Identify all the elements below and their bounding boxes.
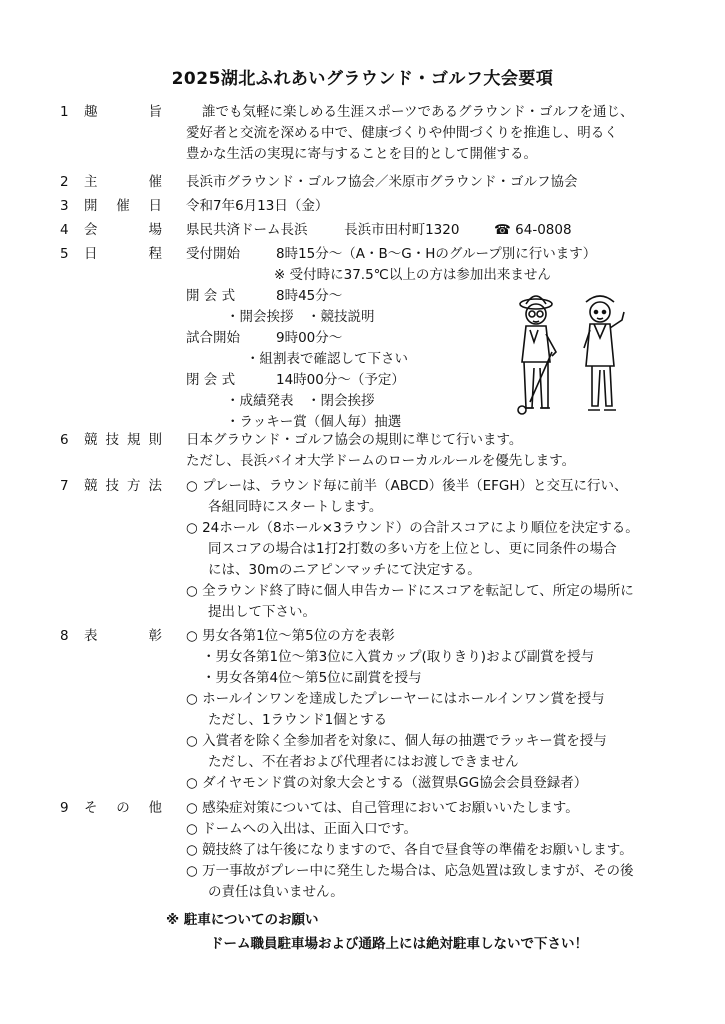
section-number: 6 [60,432,69,448]
awards-line: ・男女各第1位～第3位に入賞カップ(取りきり)および副賞を授与 [202,649,595,665]
parking-notice-heading: ※ 駐車についてのお願い [166,912,319,928]
schedule-detail: ・開会挨拶 ・競技説明 [226,309,375,325]
section-body [186,798,706,903]
schedule-label: 開 会 式 [186,288,236,304]
two-golfers-icon [508,290,638,420]
section-body [186,476,706,623]
rules-line: 日本グラウンド・ゴルフ協会の規則に準じて行います。 [186,432,523,448]
schedule-detail: ・ラッキー賞（個人毎）抽選 [226,414,402,430]
section-body [186,172,706,193]
section-heading: そ の 他 [84,800,162,816]
schedule-time: 8時15分～（A・B～G・Hのグループ別に行います） [276,246,597,262]
section-heading: 競 技 方 法 [84,478,162,494]
venue-phone: ☎ 64-0808 [494,222,572,238]
purpose-line: 豊かな生活の実現に寄与することを目的として開催する。 [186,146,537,162]
section-number: 8 [60,628,69,644]
venue-address: 長浜市田村町1320 [344,222,460,238]
venue-name: 県民共済ドーム長浜 [186,222,308,238]
section-heading: 日 程 [84,246,162,262]
method-line: ○ プレーは、ラウンド毎に前半（ABCD）後半（EFGH）と交互に行い、 [186,478,628,494]
awards-line: ○ ダイヤモンド賞の対象大会とする（滋賀県GG協会会員登録者） [186,775,588,791]
section-number: 9 [60,800,69,816]
other-line: ○ 競技終了は午後になりますので、各自で昼食等の準備をお願いします。 [186,842,633,858]
section-heading: 開 催 日 [84,198,162,214]
awards-line: ○ ホールインワンを達成したプレーヤーにはホールインワン賞を授与 [186,691,605,707]
section-body [186,626,706,794]
schedule-time: 8時45分～ [276,288,343,304]
schedule-label: 受付開始 [186,246,240,262]
organizer-text: 長浜市グラウンド・ゴルフ協会／米原市グラウンド・ゴルフ協会 [186,174,578,190]
section-number: 2 [60,174,69,190]
schedule-detail: ・組割表で確認して下さい [246,351,408,367]
method-line: 各組同時にスタートします。 [208,499,383,515]
awards-line: ・男女各第4位～第5位に副賞を授与 [202,670,422,686]
rules-line: ただし、長浜バイオ大学ドームのローカルルールを優先します。 [186,453,576,469]
method-line: ○ 全ラウンド終了時に個人申告カードにスコアを転記して、所定の場所に [186,583,634,599]
awards-line: ○ 男女各第1位～第5位の方を表彰 [186,628,395,644]
other-line: の責任は負いません。 [208,884,344,900]
awards-line: ○ 入賞者を除く全参加者を対象に、個人毎の抽選でラッキー賞を授与 [186,733,607,749]
purpose-line: 誰でも気軽に楽しめる生涯スポーツであるグラウンド・ゴルフを通じ、 [202,104,634,120]
section-number: 5 [60,246,69,262]
parking-notice-text: ドーム職員駐車場および通路上には絶対駐車しないで下さい！ [210,936,588,952]
section-number: 3 [60,198,69,214]
other-line: ○ 万一事故がプレー中に発生した場合は、応急処置は致しますが、その後 [186,863,634,879]
method-line: 提出して下さい。 [208,604,316,620]
page-title: 2025湖北ふれあいグラウンド・ゴルフ大会要項 [171,69,554,89]
section-number: 7 [60,478,69,494]
schedule-label: 試合開始 [186,330,240,346]
section-heading: 競 技 規 則 [84,432,162,448]
section-body [186,102,706,165]
section-heading: 主 催 [84,174,162,190]
method-line: には、30mのニアピンマッチにて決定する。 [208,562,481,578]
method-line: ○ 24ホール（8ホール×3ラウンド）の合計スコアにより順位を決定する。 [186,520,639,536]
awards-line: ただし、1ラウンド1個とする [208,712,388,728]
section-number: 1 [60,104,69,120]
purpose-line: 愛好者と交流を深める中で、健康づくりや仲間づくりを推進し、明るく [186,125,618,141]
schedule-detail: ・成績発表 ・閉会挨拶 [226,393,375,409]
section-heading: 趣 旨 [84,104,162,120]
section-number: 4 [60,222,69,238]
schedule-time: 14時00分～（予定） [276,372,405,388]
section-body [186,220,706,241]
section-heading: 会 場 [84,222,162,238]
other-line: ○ 感染症対策については、自己管理においてお願いいたします。 [186,800,579,816]
schedule-label: 閉 会 式 [186,372,236,388]
awards-line: ただし、不在者および代理者にはお渡しできません [208,754,519,770]
schedule-note: ※ 受付時に37.5℃以上の方は参加出来ません [274,267,551,283]
schedule-time: 9時00分～ [276,330,343,346]
section-heading: 表 彰 [84,628,162,644]
event-date: 令和7年6月13日（金） [186,198,329,214]
section-body [186,430,706,472]
section-body [186,196,706,217]
other-line: ○ ドームへの入出は、正面入口です。 [186,821,417,837]
method-line: 同スコアの場合は1打2打数の多い方を上位とし、更に同条件の場合 [208,541,617,557]
